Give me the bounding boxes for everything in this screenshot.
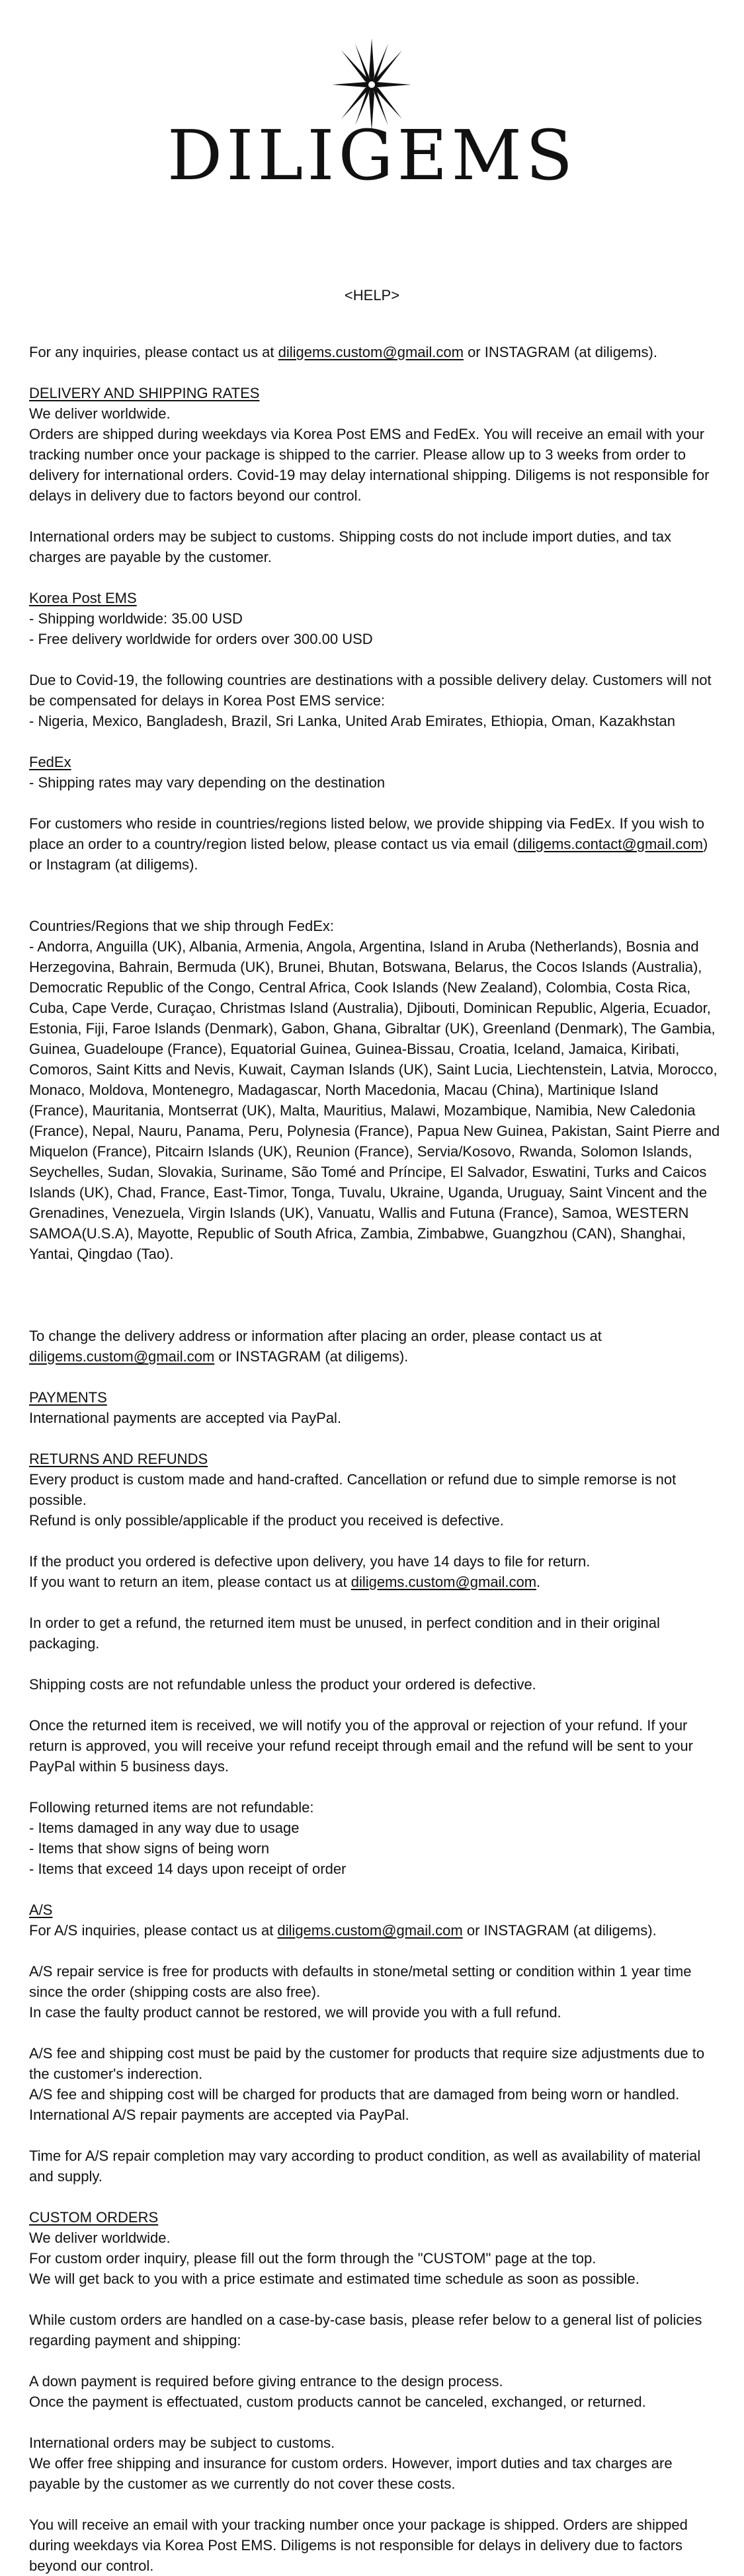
brand-wordmark[interactable]: DILIGEMS xyxy=(167,115,577,196)
fedex-contact-email-link[interactable]: diligems.contact@gmail.com xyxy=(517,836,703,852)
custom-orders-title: CUSTOM ORDERS xyxy=(29,2209,159,2226)
as-email-link[interactable]: diligems.custom@gmail.com xyxy=(277,1922,463,1939)
return-email-link[interactable]: diligems.custom@gmail.com xyxy=(351,1574,537,1590)
payments-section: PAYMENTS International payments are accepted via PayPal. xyxy=(29,1387,720,1449)
contact-email-link[interactable]: diligems.custom@gmail.com xyxy=(278,344,464,360)
intro-paragraph: For any inquiries, please contact us at diligems.custom@gmail.com or INSTAGRAM (at diligems). xyxy=(29,344,657,360)
as-section: A/S For A/S inquiries, please contact us at diligems.custom@gmail.com or INSTAGRAM (at diligems). A/S repair service is free for products with defaults in stone/metal setting or condition within 1 year time since the order (shipping costs are also free). In case the faulty product cannot be restored, we will provide you with a full refund. A/S fee and shipping cost must be paid by the customer for products that require size adjustments due to the customer's inderection. A/S fee and shipping cost will be charged for products that are damaged from being worn or handled. International A/S repair payments are accepted via PayPal. Time for A/S repair completion may vary according to product condition, as well as availability of material and supply. xyxy=(29,1900,720,2207)
ems-title: Korea Post EMS xyxy=(29,590,137,606)
delivery-section: DELIVERY AND SHIPPING RATES We deliver worldwide. Orders are shipped during weekdays via Korea Post EMS and FedEx. You will receive an email with your tracking number once your package is shipped to the carrier. Please allow up to 3 weeks from order to delivery for international orders. Covid-19 may delay international shipping. Diligems is not responsible for delays in delivery due to factors beyond our control. International orders may be subject to customs. Shipping costs do not include import duties, and tax charges are payable by the customer. Korea Post EMS - Shipping worldwide: 35.00 USD - Free delivery worldwide for orders over 300.00 USD Due to Covid-19, the following countries are destinations with a possible delivery delay. Customers will not be compensated for delays in Korea Post EMS service: - Nigeria, Mexico, Bangladesh, Brazil, Sri Lanka, United Arab Emirates, Ethiopia, Oman, Kazakhstan FedEx - Shipping rates may vary depending on the destination For customers who reside in countries/regions listed below, we provide shipping via FedEx. If you wish to place an order to a country/region listed below, please contact us via email (diligems.contact@gmail.com) or Instagram (at diligems). Countries/Regions that we ship through FedEx: - Andorra, Anguilla (UK), Albania, Armenia, Angola, Argentina, Island in Aruba (Netherlands), Bosnia and Herzegovina, Bahrain, Bermuda (UK), Brunei, Bhutan, Botswana, Belarus, the Cocos Islands (Australia), Democratic Republic of the Congo, Central Africa, Cook Islands (New Zealand), Colombia, Costa Rica, Cuba, Cape Verde, Curaçao, Christmas Island (Australia), Djibouti, Dominican Republic, Algeria, Ecuador, Estonia, Fiji, Faroe Islands (Denmark), Gabon, Ghana, Gibraltar (UK), Greenland (Denmark), The Gambia, Guinea, Guadeloupe (France), Equatorial Guinea, Guinea-Bissau, Croatia, Iceland, Jamaica, Kiribati, Comoros, Saint Kitts and Nevis, Kuwait, Cayman Islands (UK), Saint Lucia, Liechtenstein, Latvia, Morocco, Monaco, Moldova, Montenegro, Madagascar, North Macedonia, Macau (China), Martinique Island (France), Mauritania, Montserrat (UK), Malta, Mauritius, Malawi, Mozambique, Namibia, New Caledonia (France), Nepal, Nauru, Panama, Peru, Polynesia (France), Papua New Guinea, Pakistan, Saint Pierre and Miquelon (France), Pitcairn Islands (UK), Reunion (France), Servia/Kosovo, Rwanda, Solomon Islands, Seychelles, Sudan, Slovakia, Suriname, São Tomé and Príncipe, El Salvador, Eswatini, Turks and Caicos Islands (UK), Chad, France, East-Timor, Tonga, Tuvalu, Ukraine, Uganda, Uruguay, Saint Vincent and the Grenadines, Venezuela, Virgin Islands (UK), Vanuatu, Wallis and Futuna (France), Samoa, WESTERN SAMOA(U.S.A), Mayotte, Republic of South Africa, Zambia, Zimbabwe, Guangzhou (CAN), Shanghai, Yantai, Qingdao (Tao). To change the delivery address or information after placing an order, please contact us at diligems.custom@gmail.com or INSTAGRAM (at diligems). xyxy=(29,383,720,1387)
change-address-email-link[interactable]: diligems.custom@gmail.com xyxy=(29,1348,215,1365)
returns-title: RETURNS AND REFUNDS xyxy=(29,1451,208,1467)
fedex-regions-list: - Andorra, Anguilla (UK), Albania, Armenia, Angola, Argentina, Island in Aruba (Netherlands), Bosnia and Herzegovina, Bahrain, Bermuda (UK), Brunei, Bhutan, Botswana, Belarus, the Cocos Islands (Australia), Democratic Republic of the Congo, Central Africa, Cook Islands (New Zealand), Colombia, Costa Rica, Cuba, Cape Verde, Curaçao, Christmas Island (Australia), Djibouti, Dominican Republic, Algeria, Ecuador, Estonia, Fiji, Faroe Islands (Denmark), Gabon, Ghana, Gibraltar (UK), Greenland (Denmark), The Gambia, Guinea, Guadeloupe (France), Equatorial Guinea, Guinea-Bissau, Croatia, Iceland, Jamaica, Kiribati, Comoros, Saint Kitts and Nevis, Kuwait, Cayman Islands (UK), Saint Lucia, Liechtenstein, Latvia, Morocco, Monaco, Moldova, Montenegro, Madagascar, North Macedonia, Macau (China), Martinique Island (France), Mauritania, Montserrat (UK), Malta, Mauritius, Malawi, Mozambique, Namibia, New Caledonia (France), Nepal, Nauru, Panama, Peru, Polynesia (France), Papua New Guinea, Pakistan, Saint Pierre and Miquelon (France), Pitcairn Islands (UK), Reunion (France), Servia/Kosovo, Rwanda, Solomon Islands, Seychelles, Sudan, Slovakia, Suriname, São Tomé and Príncipe, El Salvador, Eswatini, Turks and Caicos Islands (UK), Chad, France, East-Timor, Tonga, Tuvalu, Ukraine, Uganda, Uruguay, Saint Vincent and the Grenadines, Venezuela, Virgin Islands (UK), Vanuatu, Wallis and Futuna (France), Samoa, WESTERN SAMOA(U.S.A), Mayotte, Republic of South Africa, Zambia, Zimbabwe, Guangzhou (CAN), Shanghai, Yantai, Qingdao (Tao). xyxy=(29,938,720,1262)
payments-title: PAYMENTS xyxy=(29,1389,107,1406)
returns-section: RETURNS AND REFUNDS Every product is custom made and hand-crafted. Cancellation or refund due to simple remorse is not possible. Refund is only possible/applicable if the product you received is defective. If the product you ordered is defective upon delivery, you have 14 days to file for return. If you want to return an item, please contact us at diligems.custom@gmail.com. In order to get a refund, the returned item must be unused, in perfect condition and in their original packaging. Shipping costs are not refundable unless the product your ordered is defective. Once the returned item is received, we will notify you of the approval or rejection of your refund. If your return is approved, you will receive your refund receipt through email and the refund will be sent to your PayPal within 5 business days. Following returned items are not refundable: - Items damaged in any way due to usage - Items that show signs of being worn - Items that exceed 14 days upon receipt of order xyxy=(29,1449,720,1900)
as-title: A/S xyxy=(29,1902,53,1918)
page-title: <HELP> xyxy=(344,287,400,303)
custom-orders-section: CUSTOM ORDERS We deliver worldwide. For custom order inquiry, please fill out the form through the "CUSTOM" page at the top. We will get back to you with a price estimate and estimated time schedule as soon as possible. While custom orders are handled on a case-by-case basis, please refer below to a general list of policies regarding payment and shipping: A down payment is required before giving entrance to the design process. Once the payment is effectuated, custom products cannot be canceled, exchanged, or returned. International orders may be subject to customs. We offer free shipping and insurance for custom orders. However, import duties and tax charges are payable by the customer as we currently do not cover these costs. You will receive an email with your tracking number once your package is shipped. Orders are shipped during weekdays via Korea Post EMS. Diligems is not responsible for delays in delivery due to factors beyond our control. xyxy=(29,2207,720,2576)
help-content xyxy=(29,342,720,2576)
site-header xyxy=(0,0,744,198)
delivery-title: DELIVERY AND SHIPPING RATES xyxy=(29,385,260,401)
fedex-title: FedEx xyxy=(29,754,71,770)
